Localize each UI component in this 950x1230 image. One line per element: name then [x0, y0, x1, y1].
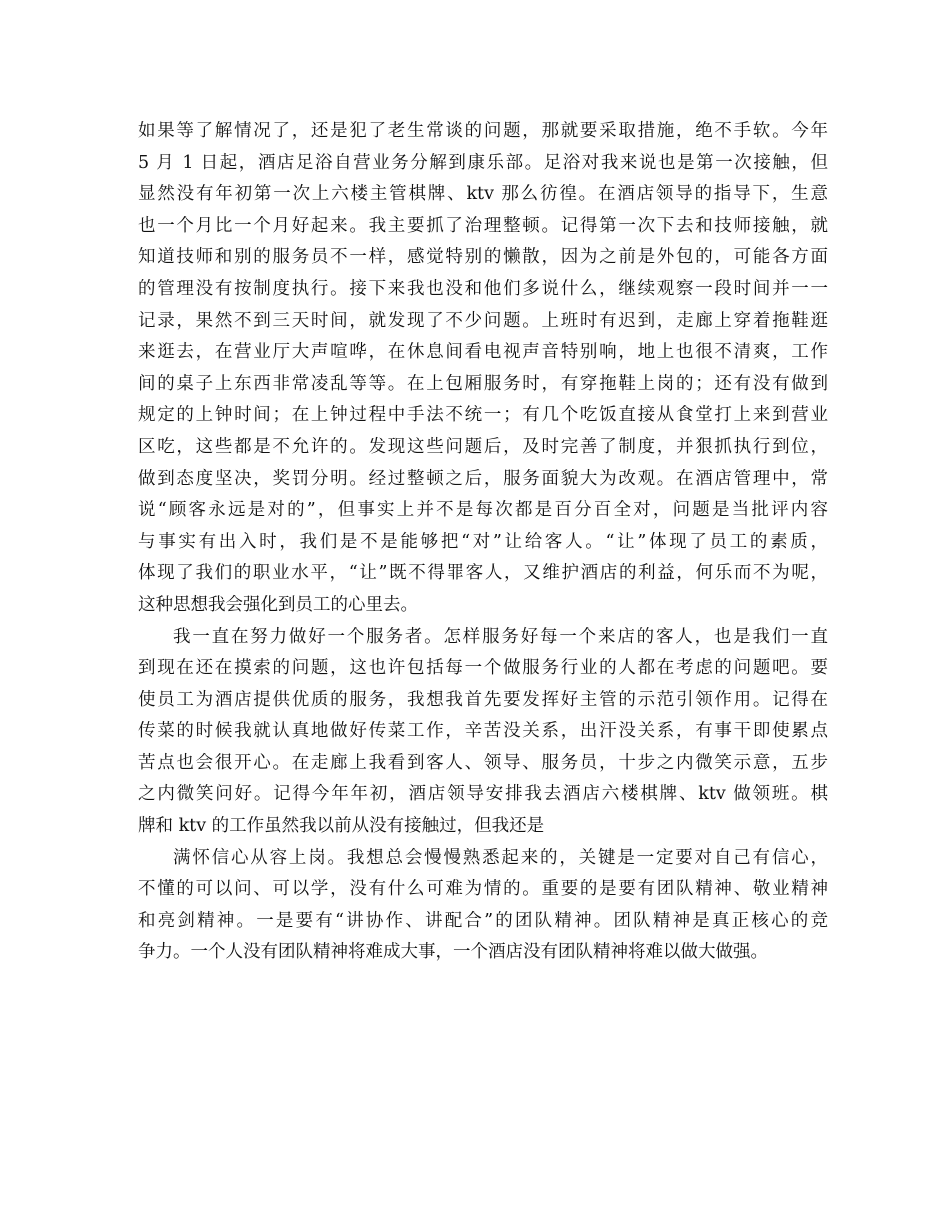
text-line: 这种思想我会强化到员工的心里去。 [138, 594, 418, 615]
text-line: 区吃，这些都是不允许的。发现这些问题后，及时完善了制度，并狠抓执行到位， [138, 436, 828, 457]
text-line: 使员工为酒店提供优质的服务，我想我首先要发挥好主管的示范引领作用。记得在 [138, 689, 828, 710]
text-line: 间的桌子上东西非常凌乱等等。在上包厢服务时，有穿拖鞋上岗的；还有没有做到 [138, 373, 828, 394]
text-line: 满怀信心从容上岗。我想总会慢慢熟悉起来的，关键是一定要对自己有信心， [173, 847, 828, 868]
text-line: 如果等了解情况了，还是犯了老生常谈的问题，那就要采取措施，绝不手软。今年 [138, 121, 828, 141]
text-line: 不懂的可以问、可以学，没有什么可难为情的。重要的是要有团队精神、敬业精神 [138, 879, 828, 900]
text-line: 我一直在努力做好一个服务者。怎样服务好每一个来店的客人，也是我们一直 [173, 626, 828, 647]
text-line: 体现了我们的职业水平，“让”既不得罪客人，又维护酒店的利益，何乐而不为呢， [138, 563, 828, 584]
paragraph [138, 116, 828, 622]
text-line: 做到态度坚决，奖罚分明。经过整顿之后，服务面貌大为改观。在酒店管理中，常 [138, 468, 828, 489]
text-line: 显然没有年初第一次上六楼主管棋牌、ktv 那么彷徨。在酒店领导的指导下，生意 [138, 184, 828, 205]
text-line: 也一个月比一个月好起来。我主要抓了治理整顿。记得第一次下去和技师接触，就 [138, 215, 828, 236]
text-line: 的管理没有按制度执行。接下来我也没和他们多说什么，继续观察一段时间并一一 [138, 278, 828, 299]
paragraph [138, 622, 828, 843]
text-line: 规定的上钟时间；在上钟过程中手法不统一；有几个吃饭直接从食堂打上来到营业 [138, 405, 828, 426]
text-line: 苦点也会很开心。在走廊上我看到客人、领导、服务员，十步之内微笑示意，五步 [138, 752, 828, 773]
text-line: 和亮剑精神。一是要有“讲协作、讲配合”的团队精神。团队精神是真正核心的竞 [138, 910, 828, 931]
text-line: 记录，果然不到三天时间，就发现了不少问题。上班时有迟到，走廊上穿着拖鞋逛 [138, 310, 828, 331]
text-line: 与事实有出入时，我们是不是能够把“对”让给客人。“让”体现了员工的素质， [138, 531, 828, 552]
text-line: 传菜的时候我就认真地做好传菜工作，辛苦没关系，出汗没关系，有事干即使累点 [138, 721, 828, 742]
text-line: 之内微笑问好。记得今年年初，酒店领导安排我去酒店六楼棋牌、ktv 做领班。棋 [138, 784, 828, 805]
text-line: 争力。一个人没有团队精神将难成大事，一个酒店没有团队精神将难以做大做强。 [138, 942, 768, 963]
text-line: 知道技师和别的服务员不一样，感觉特别的懒散，因为之前是外包的，可能各方面 [138, 247, 828, 268]
paragraph [138, 843, 828, 969]
text-line: 来逛去，在营业厅大声喧哗，在休息间看电视声音特别响，地上也很不清爽，工作 [138, 342, 828, 363]
text-line: 5 月 1 日起，酒店足浴自营业务分解到康乐部。足浴对我来说也是第一次接触，但 [138, 152, 828, 173]
document-body [138, 116, 828, 969]
text-line: 到现在还在摸索的问题，这也许包括每一个做服务行业的人都在考虑的问题吧。要 [138, 658, 828, 679]
text-line: 说“顾客永远是对的”，但事实上并不是每次都是百分百全对，问题是当批评内容 [138, 500, 828, 521]
text-line: 牌和 ktv 的工作虽然我以前从没有接触过，但我还是 [138, 816, 545, 837]
